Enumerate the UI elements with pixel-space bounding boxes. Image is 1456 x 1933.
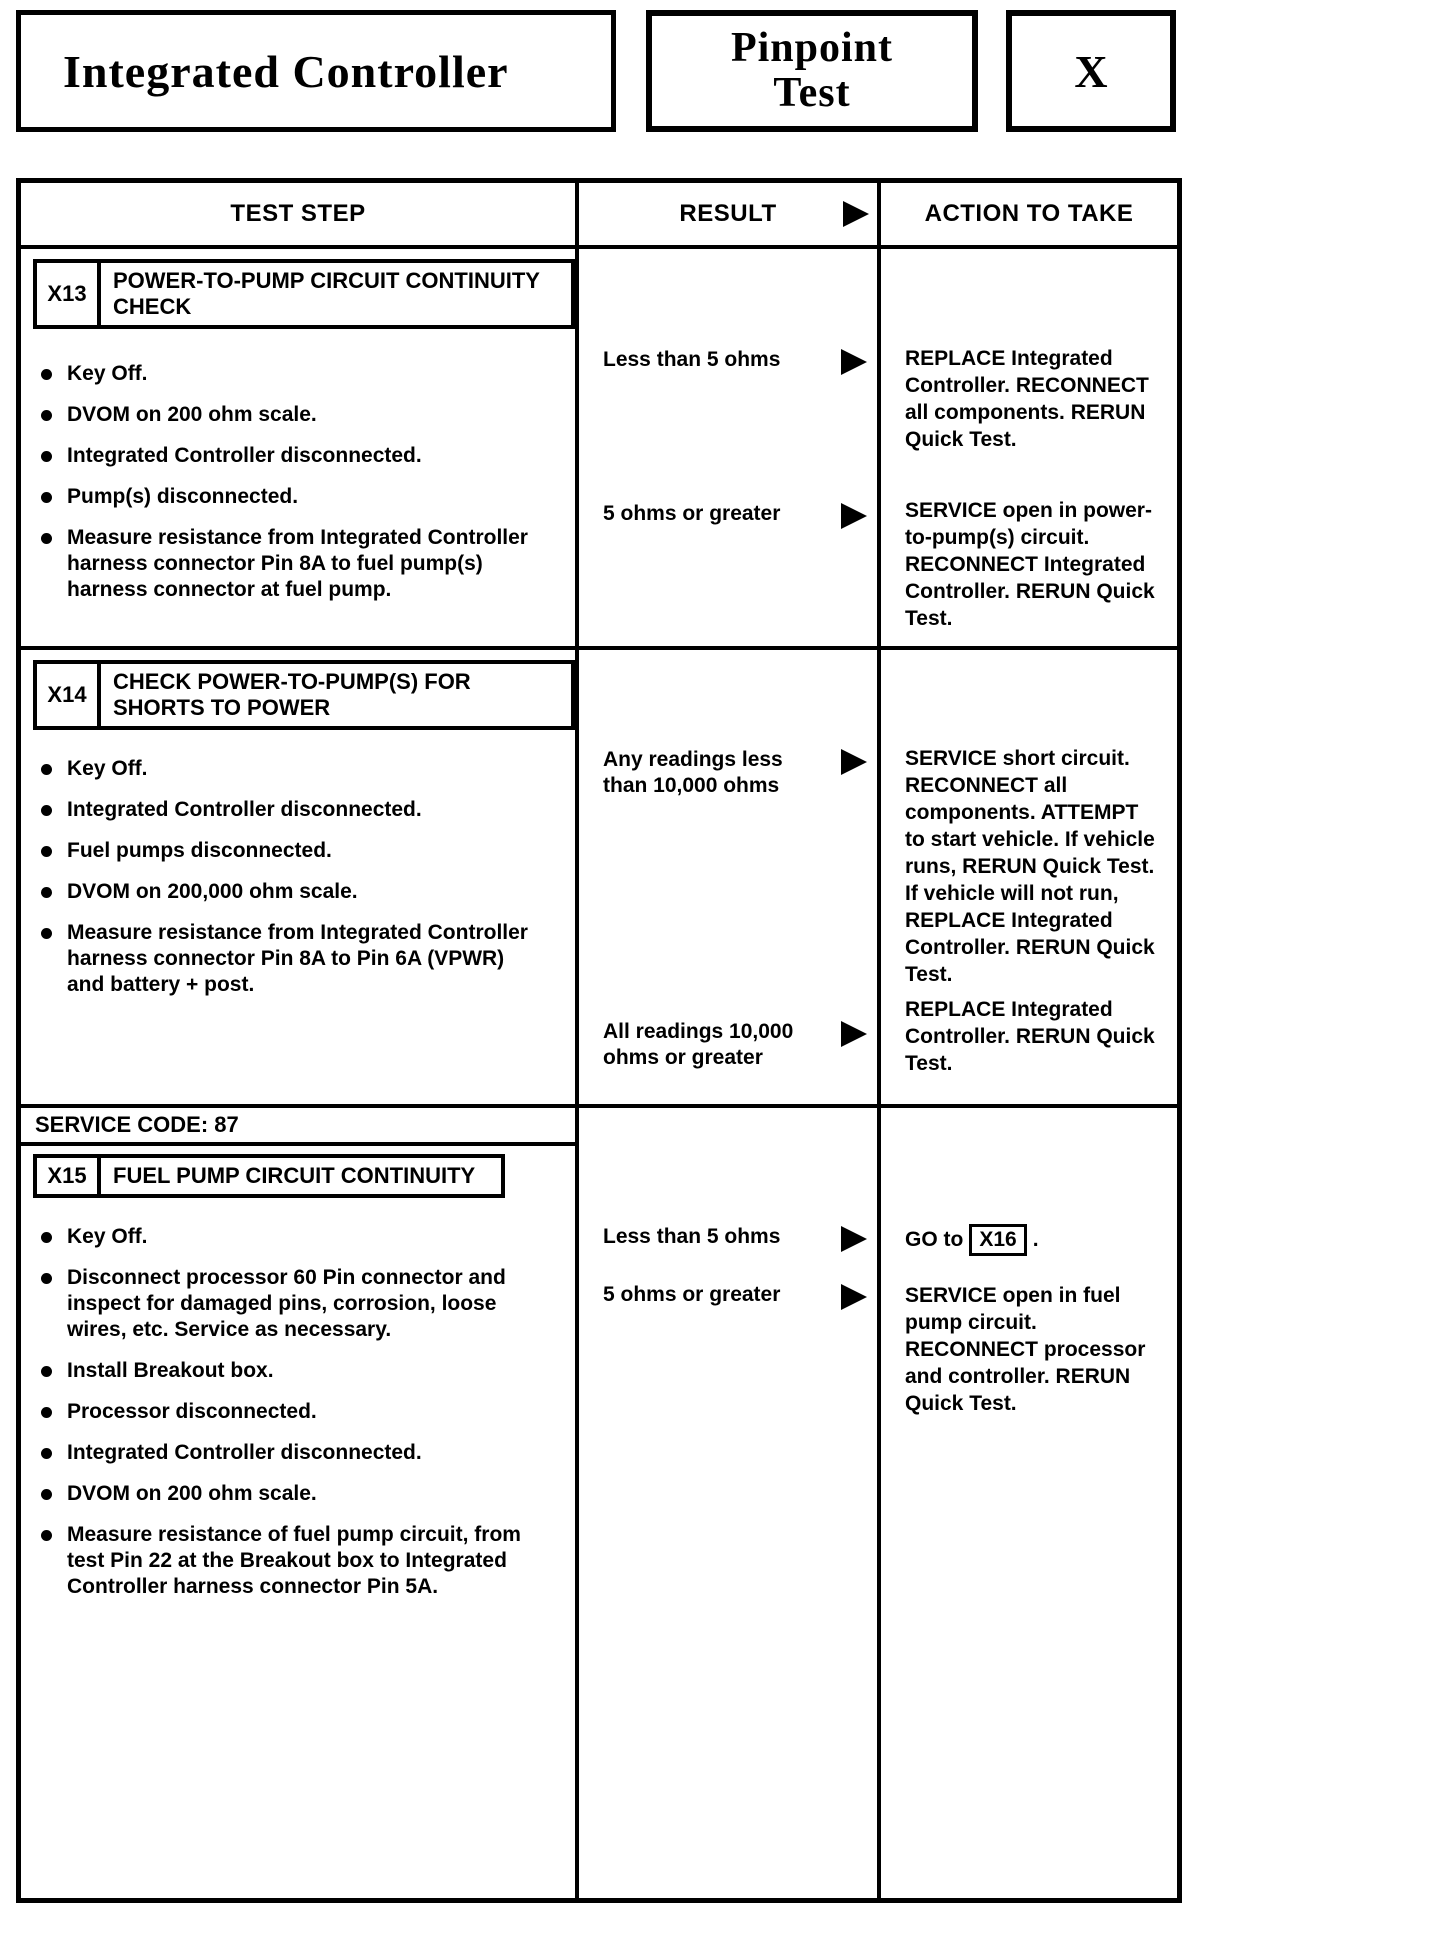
bullet-item bbox=[41, 1399, 563, 1425]
result-cell bbox=[579, 1146, 881, 1898]
bullet-list bbox=[41, 756, 563, 998]
bullet-item bbox=[41, 1481, 563, 1507]
bullet-item bbox=[41, 879, 563, 905]
column-header-test-step bbox=[21, 183, 579, 245]
bullet-item bbox=[41, 1358, 563, 1384]
bullet-item bbox=[41, 1440, 563, 1466]
pinpoint-label-line1: Pinpoint bbox=[730, 24, 894, 71]
bullet-item bbox=[41, 361, 563, 387]
result-arrow-icon bbox=[841, 1021, 867, 1047]
bullet-icon bbox=[41, 764, 52, 775]
service-code-label: SERVICE CODE: 87 bbox=[35, 1112, 239, 1137]
column-header-result bbox=[579, 183, 881, 245]
bullet-list bbox=[41, 361, 563, 603]
bullet-item bbox=[41, 756, 563, 782]
test-step-cell bbox=[21, 1146, 579, 1898]
step-title: FUEL PUMP CIRCUIT CONTINUITY bbox=[113, 1163, 476, 1188]
result-arrow-icon bbox=[841, 503, 867, 529]
result-item bbox=[603, 1224, 867, 1252]
result-header-label: RESULT bbox=[679, 200, 777, 227]
column-header-action bbox=[881, 183, 1177, 245]
test-section-x15 bbox=[21, 1146, 1177, 1898]
bullet-item bbox=[41, 525, 563, 603]
bullet-icon bbox=[41, 369, 52, 380]
bullet-text: DVOM on 200 ohm scale. bbox=[67, 403, 317, 426]
action-header-label: ACTION TO TAKE bbox=[924, 200, 1134, 227]
action-text: REPLACE Integrated Controller. RERUN Quick Test. bbox=[905, 998, 1155, 1075]
result-item bbox=[603, 747, 867, 799]
goto-suffix: . bbox=[1032, 1228, 1039, 1251]
bullet-text: Disconnect processor 60 Pin connector and inspect for damaged pins, corrosion, loose wires, etc. Service as necessary. bbox=[67, 1266, 506, 1341]
pinpoint-test-box bbox=[646, 10, 978, 132]
bullet-item bbox=[41, 1522, 563, 1600]
bullet-icon bbox=[41, 887, 52, 898]
bullet-text: Processor disconnected. bbox=[67, 1400, 317, 1423]
step-code: X14 bbox=[37, 664, 101, 726]
bullet-icon bbox=[41, 1530, 52, 1541]
bullet-text: Pump(s) disconnected. bbox=[67, 485, 299, 508]
service-code-result-spacer bbox=[579, 1108, 881, 1146]
action-text: SERVICE short circuit. RECONNECT all components. ATTEMPT to start vehicle. If vehicle runs, RERUN Quick Test. If vehicle will not run, REPLACE Integrated Controller. RERUN Quick Test. bbox=[905, 747, 1155, 986]
result-text: Less than 5 ohms bbox=[603, 1225, 781, 1248]
result-arrow-icon bbox=[843, 201, 869, 227]
title-box bbox=[16, 10, 616, 132]
test-step-cell bbox=[21, 650, 579, 1104]
step-code-box bbox=[33, 1154, 505, 1198]
result-cell bbox=[579, 650, 881, 1104]
table-header-row bbox=[21, 183, 1177, 245]
pinpoint-label-line2: Test bbox=[773, 70, 851, 116]
step-title: POWER-TO-PUMP CIRCUIT CONTINUITY CHECK bbox=[113, 268, 540, 319]
bullet-icon bbox=[41, 1273, 52, 1284]
bullet-icon bbox=[41, 451, 52, 462]
bullet-text: Integrated Controller disconnected. bbox=[67, 1441, 422, 1464]
bullet-text: Key Off. bbox=[67, 757, 148, 780]
result-cell bbox=[579, 249, 881, 646]
result-text: Any readings less than 10,000 ohms bbox=[603, 748, 783, 797]
result-arrow-icon bbox=[841, 749, 867, 775]
bullet-text: Integrated Controller disconnected. bbox=[67, 444, 422, 467]
bullet-text: Measure resistance from Integrated Controller harness connector Pin 8A to Pin 6A (VPWR) and battery + post. bbox=[67, 921, 528, 996]
result-item bbox=[603, 1019, 867, 1071]
action-text bbox=[905, 1224, 1167, 1256]
bullet-icon bbox=[41, 1489, 52, 1500]
bullet-text: Key Off. bbox=[67, 1225, 148, 1248]
bullet-icon bbox=[41, 1232, 52, 1243]
bullet-text: Measure resistance of fuel pump circuit, from test Pin 22 at the Breakout box to Integrated Controller harness connector Pin 5A. bbox=[67, 1523, 521, 1598]
action-cell bbox=[881, 249, 1177, 646]
bullet-icon bbox=[41, 928, 52, 939]
step-code-box bbox=[33, 660, 575, 730]
bullet-item bbox=[41, 838, 563, 864]
bullet-text: DVOM on 200 ohm scale. bbox=[67, 1482, 317, 1505]
bullet-icon bbox=[41, 492, 52, 503]
service-code-action-spacer bbox=[881, 1108, 1177, 1146]
page-header bbox=[16, 10, 1456, 132]
test-step-header-label: TEST STEP bbox=[230, 200, 366, 227]
bullet-item bbox=[41, 402, 563, 428]
goto-prefix: GO to bbox=[905, 1228, 964, 1251]
step-title: CHECK POWER-TO-PUMP(S) FOR SHORTS TO POWER bbox=[113, 669, 471, 720]
action-text: REPLACE Integrated Controller. RECONNECT all components. RERUN Quick Test. bbox=[905, 347, 1149, 451]
action-text: SERVICE open in power-to-pump(s) circuit. RECONNECT Integrated Controller. RERUN Quick Test. bbox=[905, 499, 1155, 630]
result-item bbox=[603, 501, 867, 529]
result-text: Less than 5 ohms bbox=[603, 348, 781, 371]
action-text: SERVICE open in fuel pump circuit. RECONNECT processor and controller. RERUN Quick Test. bbox=[905, 1284, 1146, 1415]
x16-reference-box: X16 bbox=[969, 1224, 1026, 1256]
bullet-text: Fuel pumps disconnected. bbox=[67, 839, 332, 862]
bullet-icon bbox=[41, 410, 52, 421]
bullet-item bbox=[41, 443, 563, 469]
bullet-item bbox=[41, 1224, 563, 1250]
result-item bbox=[603, 1282, 867, 1310]
result-arrow-icon bbox=[841, 349, 867, 375]
bullet-item bbox=[41, 797, 563, 823]
bullet-item bbox=[41, 1265, 563, 1343]
result-arrow-icon bbox=[841, 1226, 867, 1252]
result-arrow-icon bbox=[841, 1284, 867, 1310]
result-item bbox=[603, 347, 867, 375]
pinpoint-table bbox=[16, 178, 1182, 1903]
bullet-icon bbox=[41, 846, 52, 857]
test-section-x14 bbox=[21, 646, 1177, 1104]
page-title: Integrated Controller bbox=[63, 45, 509, 97]
bullet-icon bbox=[41, 1366, 52, 1377]
bullet-text: Install Breakout box. bbox=[67, 1359, 274, 1382]
bullet-icon bbox=[41, 1448, 52, 1459]
bullet-text: Integrated Controller disconnected. bbox=[67, 798, 422, 821]
test-letter-box bbox=[1006, 10, 1176, 132]
bullet-text: Key Off. bbox=[67, 362, 148, 385]
bullet-text: DVOM on 200,000 ohm scale. bbox=[67, 880, 358, 903]
bullet-list bbox=[41, 1224, 563, 1600]
step-code-box bbox=[33, 259, 575, 329]
test-section-x13 bbox=[21, 245, 1177, 646]
bullet-icon bbox=[41, 533, 52, 544]
bullet-item bbox=[41, 484, 563, 510]
step-code: X15 bbox=[37, 1158, 101, 1194]
bullet-item bbox=[41, 920, 563, 998]
result-text: 5 ohms or greater bbox=[603, 1283, 781, 1306]
service-code-band bbox=[21, 1104, 1177, 1146]
result-text: 5 ohms or greater bbox=[603, 502, 781, 525]
action-cell bbox=[881, 1146, 1177, 1898]
bullet-icon bbox=[41, 1407, 52, 1418]
bullet-text: Measure resistance from Integrated Controller harness connector Pin 8A to fuel pump(s) harness connector at fuel pump. bbox=[67, 526, 528, 601]
step-code: X13 bbox=[37, 263, 101, 325]
action-cell bbox=[881, 650, 1177, 1104]
test-step-cell bbox=[21, 249, 579, 646]
result-text: All readings 10,000 ohms or greater bbox=[603, 1020, 794, 1069]
bullet-icon bbox=[41, 805, 52, 816]
test-letter: X bbox=[1074, 45, 1108, 97]
service-code-cell bbox=[21, 1108, 579, 1146]
